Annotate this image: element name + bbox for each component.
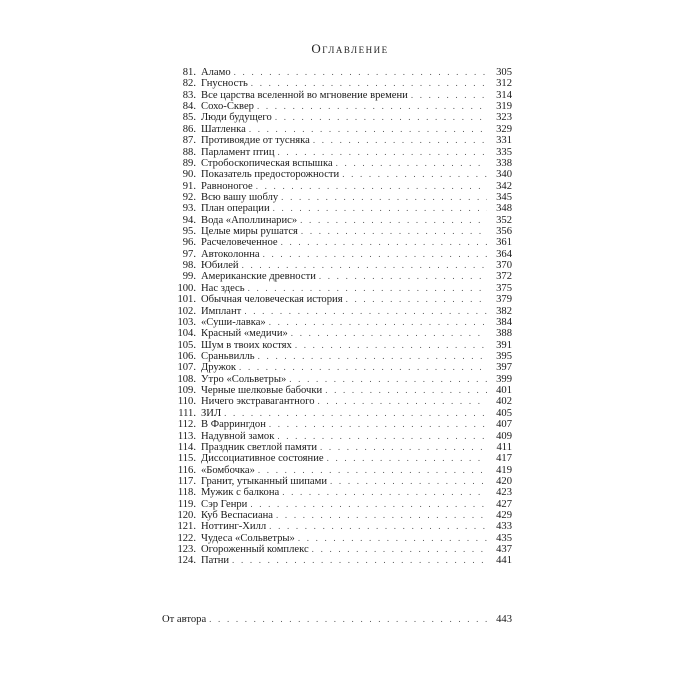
toc-entry-page: 319 <box>496 101 512 113</box>
dot-leader <box>318 396 487 407</box>
dot-leader <box>289 374 487 385</box>
toc-entry-title: ЗИЛ <box>201 407 222 419</box>
toc-entry-number: 109. <box>177 385 196 397</box>
toc-entry-number: 93. <box>182 203 196 215</box>
toc-row[interactable] <box>162 362 512 373</box>
toc-entry-title: Сэр Генри <box>201 498 248 510</box>
toc-entry-page: 372 <box>496 271 512 283</box>
toc-entry-title: Патни <box>201 555 230 567</box>
dot-leader <box>327 453 487 464</box>
dot-leader <box>336 158 487 169</box>
dot-leader <box>342 169 487 180</box>
dot-leader <box>263 249 487 260</box>
toc-entry-page: 427 <box>496 498 512 510</box>
toc-entry-number: 98. <box>182 260 196 272</box>
dot-leader <box>269 419 487 430</box>
toc-entry-page: 340 <box>496 169 512 181</box>
toc-entry-number: 85. <box>182 112 196 124</box>
toc-entry-page: 420 <box>496 475 512 487</box>
toc-entry-title: Шум в твоих костях <box>201 339 292 351</box>
dot-leader <box>269 317 487 328</box>
toc-entry-title: Огороженный комплекс <box>201 544 309 556</box>
toc-entry-title: Ноттинг-Хилл <box>201 521 267 533</box>
dot-leader <box>256 181 487 192</box>
toc-entry-title: От автора <box>162 614 207 625</box>
dot-leader <box>250 499 487 510</box>
toc-entry-number: 89. <box>182 157 196 169</box>
toc-entry-title: Куб Веспасиана <box>201 510 274 522</box>
dot-leader <box>300 215 487 226</box>
toc-entry-number: 99. <box>182 271 196 283</box>
toc-entry-number: 123. <box>177 544 196 556</box>
dot-leader <box>244 306 487 317</box>
toc-row-afterword[interactable] <box>162 613 512 625</box>
toc-entry-number: 81. <box>182 67 196 78</box>
dot-leader <box>278 147 488 158</box>
toc-entry-title: Надувной замок <box>201 430 275 442</box>
dot-leader <box>291 328 487 339</box>
toc-entry-title: Шатленка <box>201 123 246 135</box>
toc-entry-title: «Бомбочка» <box>201 464 255 476</box>
toc-entry-number: 122. <box>177 532 196 544</box>
toc-entry-page: 335 <box>496 146 512 158</box>
toc-entry-title: Обычная человеческая история <box>201 294 343 306</box>
toc-row[interactable] <box>162 192 512 203</box>
toc-row[interactable] <box>162 294 512 305</box>
toc-row[interactable] <box>162 101 512 112</box>
toc-row[interactable] <box>162 260 512 271</box>
toc-entry-title: Ничего экстравагантного <box>201 396 315 408</box>
toc-entry-title: Стробоскопическая вспышка <box>201 157 333 169</box>
toc-row[interactable] <box>162 112 512 123</box>
toc-row[interactable] <box>162 340 512 351</box>
toc-row[interactable] <box>162 453 512 464</box>
toc-entry-number: 104. <box>177 328 196 340</box>
toc-entry-title: Люди будущего <box>201 112 272 124</box>
dot-leader <box>298 533 487 544</box>
toc-entry-number: 107. <box>177 362 196 374</box>
toc-entry-page: 361 <box>496 237 512 249</box>
toc-entry-title: «Суши-лавка» <box>201 316 266 328</box>
toc-entry-number: 91. <box>182 180 196 192</box>
toc-entry-page: 397 <box>496 362 512 374</box>
toc-row[interactable] <box>162 487 512 498</box>
dot-leader <box>275 112 487 123</box>
toc-entry-number: 103. <box>177 316 196 328</box>
toc-entry-page: 342 <box>496 180 512 192</box>
page-heading: Оглавление <box>311 41 389 56</box>
toc-entry-page: 305 <box>496 67 512 78</box>
toc-row[interactable] <box>162 158 512 169</box>
toc-entry-title: Американские древности <box>201 271 316 283</box>
toc-entry-page: 323 <box>496 112 512 124</box>
dot-leader <box>224 408 487 419</box>
toc-row[interactable] <box>162 533 512 544</box>
toc-entry-title: Расчеловеченное <box>201 237 278 249</box>
toc-entry-title: Целые миры рушатся <box>201 226 298 238</box>
toc-entry-number: 113. <box>177 430 196 442</box>
toc-entry-title: Праздник светлой памяти <box>201 441 318 453</box>
dot-leader <box>242 260 487 271</box>
toc-entry-title: Вода «Аполлинарис» <box>201 214 298 226</box>
toc-row[interactable] <box>162 249 512 260</box>
dot-leader <box>319 271 487 282</box>
toc-entry-title: Красный «медичи» <box>201 328 288 340</box>
toc-entry-title: Черные шелковые бабочки <box>201 385 323 397</box>
toc-entry-page: 435 <box>496 532 512 544</box>
toc-entry-number: 92. <box>182 191 196 203</box>
toc-entry-page: 329 <box>496 123 512 135</box>
toc-entry-number: 86. <box>182 123 196 135</box>
toc-entry-page: 331 <box>496 135 512 147</box>
toc-entry-page: 356 <box>496 226 512 238</box>
toc-entry-title: Противоядие от тусняка <box>201 135 310 147</box>
toc-entry-page: 391 <box>496 339 512 351</box>
toc-entry-title: Сохо-Сквер <box>201 101 254 113</box>
toc-row[interactable] <box>162 431 512 442</box>
toc-entry-number: 83. <box>182 89 196 101</box>
toc-entry-title: В Фаррингдон <box>201 419 266 431</box>
toc-entry-title: Показатель предосторожности <box>201 169 340 181</box>
toc-entry-page: 411 <box>496 441 512 453</box>
toc-entry-number: 119. <box>177 498 196 510</box>
toc-row[interactable] <box>162 169 512 180</box>
toc-entry-page: 399 <box>496 373 512 385</box>
dot-leader <box>249 124 487 135</box>
toc-entry-title: Парламент птиц <box>201 146 275 158</box>
toc-row[interactable] <box>162 408 512 419</box>
toc-entry-page: 419 <box>496 464 512 476</box>
toc-entry-number: 96. <box>182 237 196 249</box>
dot-leader <box>330 476 487 487</box>
toc-row[interactable] <box>162 396 512 407</box>
toc-entry-title: Мужик с балкона <box>201 487 280 499</box>
toc-row[interactable] <box>162 510 512 521</box>
toc-row[interactable] <box>162 67 512 78</box>
dot-leader <box>269 521 487 532</box>
toc-entry-page: 402 <box>496 396 512 408</box>
toc-entry-title: Равноногое <box>201 180 253 192</box>
toc-entry-title: Дружок <box>201 362 237 374</box>
toc-entry-page: 370 <box>496 260 512 272</box>
toc-row[interactable] <box>162 271 512 282</box>
dot-leader <box>325 385 487 396</box>
dot-leader <box>301 226 487 237</box>
toc-entry-page: 401 <box>496 385 512 397</box>
dot-leader <box>258 351 487 362</box>
toc-entry-number: 102. <box>177 305 196 317</box>
toc-row[interactable] <box>162 135 512 146</box>
toc-entry-title: Гранит, утыканный шипами <box>201 475 328 487</box>
toc-row[interactable] <box>162 124 512 135</box>
toc-row[interactable] <box>162 385 512 396</box>
toc-entry-page: 407 <box>496 419 512 431</box>
toc-row[interactable] <box>162 203 512 214</box>
toc-entry-title: Гнусность <box>201 78 248 90</box>
dot-leader <box>276 510 487 521</box>
toc-entry-page: 375 <box>496 282 512 294</box>
toc-entry-number: 124. <box>177 555 196 567</box>
toc-entry-number: 110. <box>177 396 196 408</box>
dot-leader <box>248 283 487 294</box>
toc-row[interactable] <box>162 306 512 317</box>
toc-row[interactable] <box>162 544 512 555</box>
toc-row[interactable] <box>162 237 512 248</box>
toc-entry-number: 120. <box>177 510 196 522</box>
dot-leader <box>281 192 487 203</box>
toc-entry-number: 105. <box>177 339 196 351</box>
dot-leader <box>258 465 487 476</box>
dot-leader <box>282 487 487 498</box>
toc-entry-number: 106. <box>177 350 196 362</box>
toc-row[interactable] <box>162 181 512 192</box>
dot-leader <box>281 237 487 248</box>
toc-entry-number: 108. <box>177 373 196 385</box>
dot-leader <box>273 203 487 214</box>
toc-entry-number: 84. <box>182 101 196 113</box>
toc-entry-number: 95. <box>182 226 196 238</box>
dot-leader <box>257 101 487 112</box>
dot-leader <box>320 442 487 453</box>
toc-entry-number: 94. <box>182 214 196 226</box>
toc-entry-number: 82. <box>182 78 196 90</box>
toc-row[interactable] <box>162 374 512 385</box>
toc-entry-number: 114. <box>177 441 196 453</box>
dot-leader <box>295 340 487 351</box>
toc-entry-number: 101. <box>177 294 196 306</box>
toc-row[interactable] <box>162 419 512 430</box>
toc-entry-number: 97. <box>182 248 196 260</box>
toc-entry-title: Всю вашу шоблу <box>201 191 279 203</box>
toc-row[interactable] <box>162 465 512 476</box>
toc-row[interactable] <box>162 90 512 101</box>
toc-entry-page: 405 <box>496 407 512 419</box>
toc-row[interactable] <box>162 476 512 487</box>
toc-entry-number: 100. <box>177 282 196 294</box>
dot-leader <box>251 78 487 89</box>
toc-entry-page: 352 <box>496 214 512 226</box>
toc-row[interactable] <box>162 78 512 89</box>
toc-entry-number: 112. <box>177 419 196 431</box>
toc-entry-page: 429 <box>496 510 512 522</box>
toc-entry-title: Имплант <box>201 305 242 317</box>
toc-entry-number: 121. <box>177 521 196 533</box>
toc-entry-number: 118. <box>177 487 196 499</box>
dot-leader <box>209 613 487 625</box>
toc-entry-page: 364 <box>496 248 512 260</box>
dot-leader <box>239 362 487 373</box>
toc-row[interactable] <box>162 351 512 362</box>
toc-entry-page: 441 <box>496 555 512 567</box>
toc-entry-number: 88. <box>182 146 196 158</box>
toc-row[interactable] <box>162 215 512 226</box>
toc-entry-page: 345 <box>496 191 512 203</box>
dot-leader <box>234 67 487 78</box>
dot-leader <box>346 294 487 305</box>
toc-entry-page: 379 <box>496 294 512 306</box>
table-of-contents <box>162 67 512 567</box>
toc-entry-title: Все царства вселенной во мгновение времени <box>201 89 408 101</box>
toc-entry-title: Диссоциативное состояние <box>201 453 324 465</box>
toc-entry-page: 338 <box>496 157 512 169</box>
toc-entry-number: 111. <box>178 407 196 419</box>
toc-entry-number: 90. <box>182 169 196 181</box>
toc-entry-title: Автоколонна <box>201 248 260 260</box>
toc-entry-title: Сраньвилль <box>201 350 255 362</box>
toc-entry-number: 116. <box>177 464 196 476</box>
toc-entry-title: Утро «Сольветры» <box>201 373 287 385</box>
toc-entry-title: План операции <box>201 203 270 215</box>
toc-row[interactable] <box>162 283 512 294</box>
toc-row[interactable] <box>162 499 512 510</box>
toc-entry-page: 409 <box>496 430 512 442</box>
toc-entry-number: 87. <box>182 135 196 147</box>
toc-entry-title: Юбилей <box>201 260 239 272</box>
toc-entry-title: Аламо <box>201 67 231 78</box>
toc-entry-title: Чудеса «Сольветры» <box>201 532 295 544</box>
dot-leader <box>232 555 487 566</box>
toc-entry-page: 437 <box>496 544 512 556</box>
toc-entry-page: 382 <box>496 305 512 317</box>
toc-entry-number: 115. <box>177 453 196 465</box>
toc-entry-page: 384 <box>496 316 512 328</box>
toc-entry-page: 388 <box>496 328 512 340</box>
afterword-entry <box>162 613 512 625</box>
toc-row[interactable] <box>162 521 512 532</box>
dot-leader <box>312 544 487 555</box>
toc-row[interactable] <box>162 442 512 453</box>
dot-leader <box>313 135 487 146</box>
toc-row[interactable] <box>162 317 512 328</box>
toc-entry-page: 443 <box>496 614 512 625</box>
dot-leader <box>411 90 487 101</box>
toc-row[interactable] <box>162 328 512 339</box>
toc-row[interactable] <box>162 555 512 566</box>
toc-entry-page: 395 <box>496 350 512 362</box>
toc-entry-title: Нас здесь <box>201 282 245 294</box>
toc-entry-page: 314 <box>496 89 512 101</box>
toc-entry-number: 117. <box>177 475 196 487</box>
toc-entry-page: 348 <box>496 203 512 215</box>
toc-entry-page: 417 <box>496 453 512 465</box>
toc-entry-page: 312 <box>496 78 512 90</box>
toc-entry-page: 433 <box>496 521 512 533</box>
toc-entry-page: 423 <box>496 487 512 499</box>
dot-leader <box>277 431 487 442</box>
toc-row[interactable] <box>162 147 512 158</box>
toc-row[interactable] <box>162 226 512 237</box>
